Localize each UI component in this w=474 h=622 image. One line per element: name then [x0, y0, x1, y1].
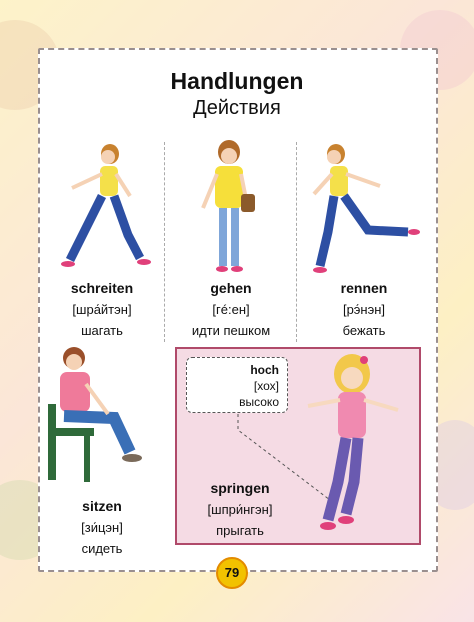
- word-german: rennen: [340, 280, 388, 296]
- illustration-running-girl: [308, 140, 423, 275]
- callout-hoch: [186, 357, 288, 413]
- page-title-german: Handlungen: [170, 68, 304, 94]
- illustration-jumping-girl: [302, 352, 407, 537]
- word-transcription: [рэ́нэн]: [342, 302, 386, 317]
- callout-transcription: [хох]: [253, 379, 279, 393]
- word-russian: прыгать: [216, 523, 264, 538]
- word-transcription: [шра́йтэн]: [72, 302, 132, 317]
- illustration-walking-girl: [60, 140, 155, 275]
- callout-german: hoch: [250, 363, 279, 377]
- illustration-walking-girl-bag: [195, 138, 265, 278]
- word-transcription: [зи́цэн]: [81, 520, 123, 535]
- word-rennen: [299, 280, 429, 338]
- word-german: gehen: [210, 280, 252, 296]
- word-russian: сидеть: [81, 541, 123, 556]
- illustration-sitting-girl: [44, 346, 154, 486]
- word-gehen: [166, 280, 296, 338]
- column-divider: [296, 142, 297, 342]
- word-german: schreiten: [70, 280, 134, 296]
- word-sitzen: [37, 498, 167, 556]
- word-springen: [175, 480, 305, 538]
- word-german: sitzen: [82, 498, 122, 514]
- page-title-russian: Действия: [193, 97, 281, 119]
- word-russian: бежать: [342, 323, 386, 338]
- word-transcription: [шпри́нгэн]: [207, 502, 273, 517]
- word-german: springen: [210, 480, 270, 496]
- word-schreiten: [37, 280, 167, 338]
- word-transcription: [гé:ен]: [212, 302, 250, 317]
- word-russian: шагать: [81, 323, 123, 338]
- callout-russian: высоко: [239, 395, 279, 409]
- word-russian: идти пешком: [191, 323, 271, 338]
- page-number-badge: 79: [216, 557, 248, 589]
